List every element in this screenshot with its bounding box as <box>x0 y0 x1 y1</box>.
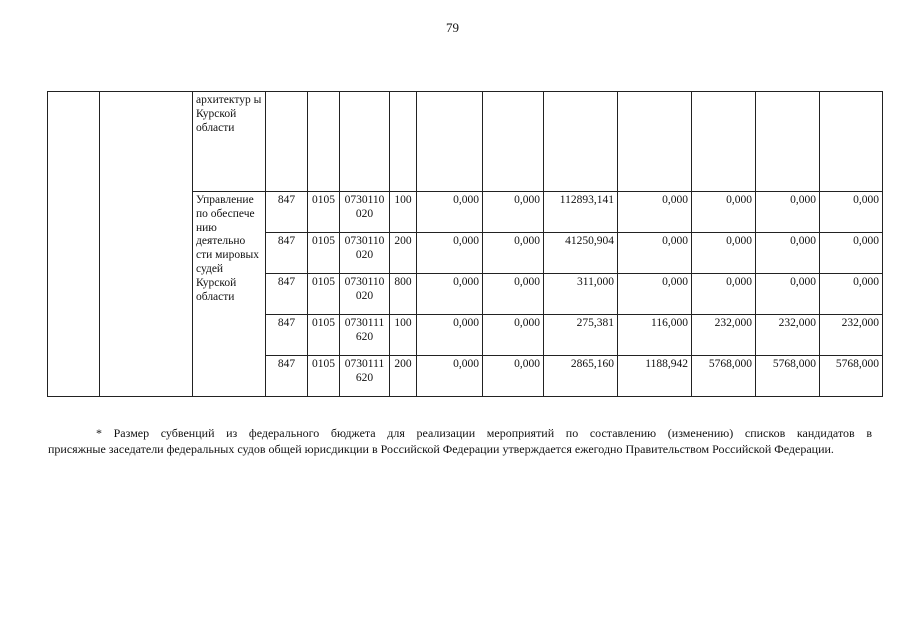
value-4: 0,000 <box>618 233 692 274</box>
empty-cell <box>266 92 308 192</box>
recipient-label: Управление по обеспече нию деятельно сти мировых судей Курской области <box>193 192 266 397</box>
value-7: 0,000 <box>820 274 883 315</box>
empty-cell <box>544 92 618 192</box>
empty-cell <box>618 92 692 192</box>
value-5: 0,000 <box>692 192 756 233</box>
value-6: 0,000 <box>756 274 820 315</box>
empty-cell <box>390 92 417 192</box>
value-7: 5768,000 <box>820 356 883 397</box>
value-5: 5768,000 <box>692 356 756 397</box>
section-code: 0105 <box>308 274 340 315</box>
value-4: 116,000 <box>618 315 692 356</box>
table-row-continuation <box>48 92 883 192</box>
value-4: 1188,942 <box>618 356 692 397</box>
value-3: 311,000 <box>544 274 618 315</box>
empty-cell-col1 <box>48 92 100 397</box>
value-3: 41250,904 <box>544 233 618 274</box>
value-6: 232,000 <box>756 315 820 356</box>
target-code: 0730110 020 <box>340 274 390 315</box>
footnote <box>48 425 872 457</box>
empty-cell <box>308 92 340 192</box>
target-code: 0730111 620 <box>340 315 390 356</box>
value-5: 0,000 <box>692 274 756 315</box>
target-code: 0730110 020 <box>340 192 390 233</box>
value-3: 2865,160 <box>544 356 618 397</box>
ministry-code: 847 <box>266 315 308 356</box>
expense-type-code: 800 <box>390 274 417 315</box>
value-2: 0,000 <box>483 315 544 356</box>
expense-type-code: 100 <box>390 192 417 233</box>
page-number: 79 <box>446 20 459 35</box>
empty-cell <box>692 92 756 192</box>
value-1: 0,000 <box>417 315 483 356</box>
value-1: 0,000 <box>417 233 483 274</box>
section-code: 0105 <box>308 315 340 356</box>
empty-cell <box>417 92 483 192</box>
value-1: 0,000 <box>417 356 483 397</box>
value-5: 0,000 <box>692 233 756 274</box>
expense-type-code: 200 <box>390 233 417 274</box>
continuation-label: архитектур ы Курской области <box>193 92 266 192</box>
section-code: 0105 <box>308 233 340 274</box>
value-1: 0,000 <box>417 274 483 315</box>
empty-cell <box>340 92 390 192</box>
value-4: 0,000 <box>618 192 692 233</box>
footnote-first-line: * Размер субвенций из федерального бюджета для реализации мероприятий по составлению (изменению) списков кандидатов в <box>96 426 872 440</box>
ministry-code: 847 <box>266 356 308 397</box>
value-4: 0,000 <box>618 274 692 315</box>
empty-cell <box>483 92 544 192</box>
section-code: 0105 <box>308 356 340 397</box>
value-7: 0,000 <box>820 233 883 274</box>
footnote-rest: присяжные заседатели федеральных судов общей юрисдикции в Российской Федерации утверждается ежегодно Правительством Российской Федерации. <box>48 442 834 457</box>
value-3: 275,381 <box>544 315 618 356</box>
empty-cell <box>820 92 883 192</box>
empty-cell-col2 <box>100 92 193 397</box>
value-7: 0,000 <box>820 192 883 233</box>
target-code: 0730110 020 <box>340 233 390 274</box>
ministry-code: 847 <box>266 274 308 315</box>
value-2: 0,000 <box>483 274 544 315</box>
value-3: 112893,141 <box>544 192 618 233</box>
budget-table <box>47 91 883 397</box>
expense-type-code: 200 <box>390 356 417 397</box>
value-6: 5768,000 <box>756 356 820 397</box>
value-5: 232,000 <box>692 315 756 356</box>
value-7: 232,000 <box>820 315 883 356</box>
value-6: 0,000 <box>756 192 820 233</box>
value-1: 0,000 <box>417 192 483 233</box>
section-code: 0105 <box>308 192 340 233</box>
ministry-code: 847 <box>266 233 308 274</box>
empty-cell <box>756 92 820 192</box>
value-2: 0,000 <box>483 356 544 397</box>
value-2: 0,000 <box>483 192 544 233</box>
value-6: 0,000 <box>756 233 820 274</box>
target-code: 0730111 620 <box>340 356 390 397</box>
expense-type-code: 100 <box>390 315 417 356</box>
ministry-code: 847 <box>266 192 308 233</box>
value-2: 0,000 <box>483 233 544 274</box>
